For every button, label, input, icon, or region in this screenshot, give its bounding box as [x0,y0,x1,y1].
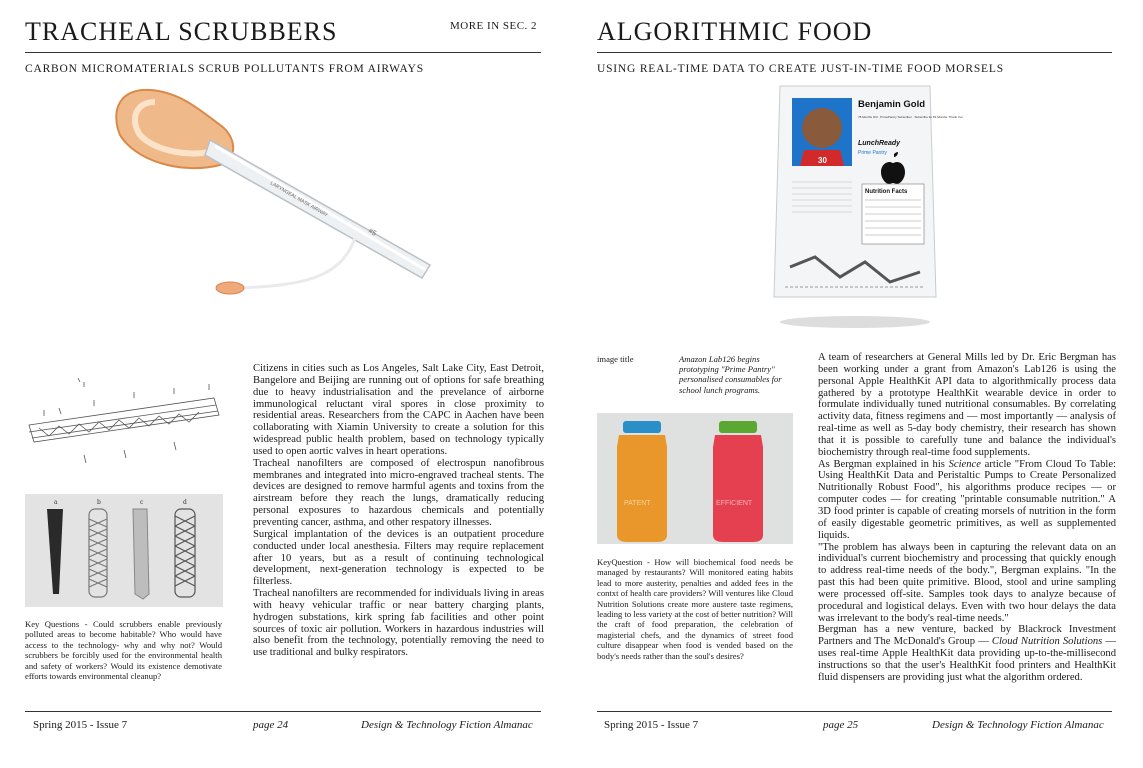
left-article-body [253,363,544,659]
text-run: As Bergman explained in his [818,458,949,470]
footer-page-number-left: page 24 [253,719,289,731]
image-caption: Amazon Lab126 begins prototyping "Prime Pantry" personalised consumables for school lunch programs. [679,354,782,395]
pouch-info: 78 Months Old · PrimePantry Subscriber · Subscribe for 81 Months. Thank You [858,115,963,119]
stent-letter-b: b [97,499,101,506]
paragraph: "The problem has always been in capturing the relevant data on an individual's current biochemistry and processing that quickly enough to address real-time needs of the body.", Bergman explains. "In the past this had been quite primitive. Blood, stool and urine sampling were processed off-site. Samples took days to analyze because of procedural and logistical delays. Even with two hour delays the data was irrelevant to the body's real-time needs." [818,541,1116,624]
pouch-shirt-number: 30 [818,156,827,165]
stent-letter-a: a [54,499,58,506]
bottle-label-patent: PATENT [624,500,651,507]
stent-drawing [24,370,224,470]
left-page-subtitle: CARBON MICROMATERIALS SCRUB POLLUTANTS FROM AIRWAYS [25,63,424,75]
footer-rule-right [597,711,1112,712]
image-title-label: image title [597,354,634,364]
right-article-body [818,352,1116,684]
footer-issue-right: Spring 2015 - Issue 7 [604,719,699,731]
text-run: Bergman has a new venture, backed by Blackrock Investment Partners and The McDonald's Group — [818,624,1116,648]
paragraph [818,459,1116,542]
tube-size: #5 [367,227,378,238]
paragraph: A team of researchers at General Mills led by Dr. Eric Bergman has been working under a grant from Amazon's Lab126 is using the personal Apple HealthKit API data to algorithmically process data gathered by a prototype HealthKit wearable device in order to formulate individually tuned nutritional consumables. By correlating activity data, fitness regimens and — most importantly — analysis of real-time as well as 5-day body chemistry, their research has shown that it is possible to carefully tune and balance the individual's biochemistry through real-time food supplements. [818,352,1116,458]
tracheal-tube-image [110,80,450,305]
juice-bottles-image [597,413,793,544]
text-run: — uses real-time Apple HealthKit data providing up-to-the-millisecond instructions so that the user's HealthKit food printers and HealthKit fluid dispensers are providing just what the algorithm ordered. [818,636,1116,683]
footer-issue-left: Spring 2015 - Issue 7 [33,719,128,731]
paragraph [818,624,1116,683]
key-question-right: KeyQuestion - How will biochemical food needs be managed by restaurants? Will monitored eating habits lead to more austerity, penalties and added fees in the contxt of health care providers? Will ventures like Cloud Nutrition Solutions create more austere taste regimens, leading to less variety at the cost of better nutrition? Will the craft of food preparation, the celebration of magisterial chefs, and the dynamics of street food culture disappear when food is vended based on the body's needs rather than the soul's desires? [597,557,793,661]
right-page-subtitle: USING REAL-TIME DATA TO CREATE JUST-IN-TIME FOOD MORSELS [597,63,1004,75]
pouch-name: Benjamin Gold [858,99,926,110]
stent-photos [25,494,223,607]
lunch-pouch-image [770,82,963,312]
paragraph: Citizens in cities such as Los Angeles, Salt Lake City, East Detroit, Bangelore and Beijing are running out of options for safe breathing due to heavy industrialisation and the prevelance of airborne immunological reluctant viral spores in close proximity to residential areas. Researchers from the CAPC in Aachen have been collaborating with Xiamin University to create a solution for this widespread public health problem, based on technology typically used to open aortic valves in heart operations. [253,363,544,457]
tube-print: LARYNGEAL MASK AIRWAY [269,180,329,219]
stent-letter-d: d [183,499,187,506]
venture-name: Cloud Nutrition Solutions [991,636,1103,648]
footer-page-number-right: page 25 [823,719,859,731]
footer-publication-right: Design & Technology Fiction Almanac [932,719,1104,731]
section-reference: MORE IN SEC. 2 [450,20,538,32]
pouch-brand-tag: Prime Pantry [858,150,887,156]
paragraph: Surgical implantation of the devices is an outpatient procedure conducted under local anesthesia. Filters may require replacement after 10 years, but as a result of continuing technological development, next-generation technology is expected to be filterless. [253,528,544,588]
key-questions-left: Key Questions - Could scrubbers enable previously polluted areas to become habitable? Who would have access to the technology- why and why not? Would scrubbers be forcibly used for the environmental health and safety of workers? Would its existence demotivate efforts towards environmental cleanup? [25,619,222,682]
pouch-nutrition-title: Nutrition Facts [865,189,908,195]
journal-name: Science [948,458,981,470]
title-rule [25,52,541,53]
pilot-balloon [216,282,244,294]
paragraph: Tracheal nanofilters are recommended for individuals living in areas with heavy vehicular traffic or near battery charging plants, hydrogen substations, kirk spring fab facilities and other point sources of toxic air pollution. Workers in hazardous industries will also benefit from the technology, potentially removing the need to use traditional and bulky respirators. [253,588,544,659]
stent-letter-c: c [140,499,144,506]
pouch-brand: LunchReady [858,140,901,147]
text-run: article "From Cloud To Table: Using HealthKit Data and Peristaltic Pumps to Create Personalized Nutritionally Robust Food", his algorithms produce recipes — or computer codes — for creating "printable consumable nutrition." A 3D food printer is capable of creating morsels of nutrition in the form of easily digestable geometric primitives, as well as supplemented liquids. [818,458,1116,541]
title-rule [597,52,1112,53]
left-page-title: TRACHEAL SCRUBBERS [25,17,338,46]
pilot-line [240,238,355,288]
footer-publication-left: Design & Technology Fiction Almanac [361,719,533,731]
paragraph: Tracheal nanofilters are composed of electrospun nanofibrous membranes and integrated into micro-engraved tracheal stents. The devices are designed to remove harmful agents and toxins from the airstream before they reach the lungs, dramatically reducing personal exposures to hazardous chemicals and potentially preventing cancer, asthma, and other respatory illnesses. [253,457,544,528]
right-page-title: ALGORITHMIC FOOD [597,17,873,46]
footer-rule-left [25,711,541,712]
bottle-label-efficient: EFFICIENT [716,500,753,507]
